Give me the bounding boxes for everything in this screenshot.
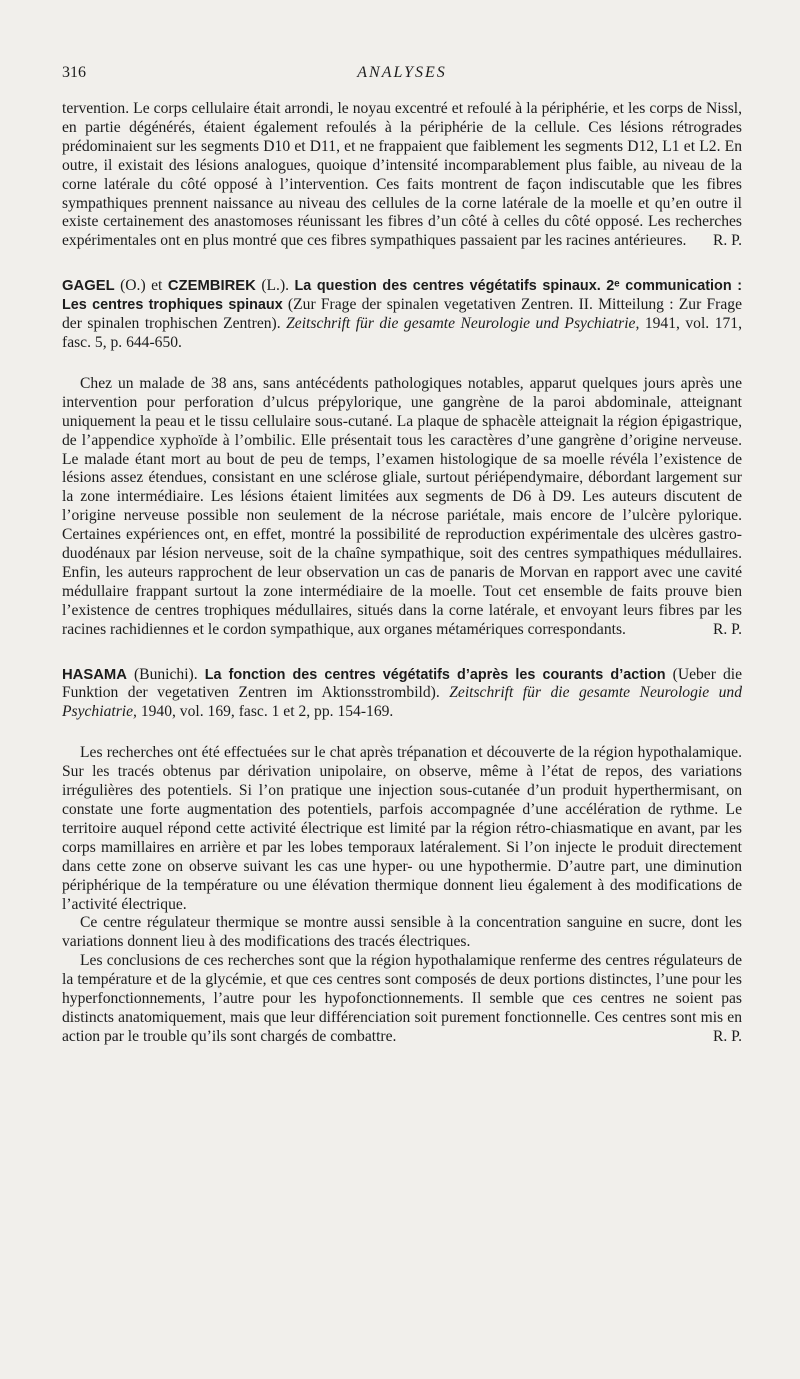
abstract-text: Chez un malade de 38 ans, sans antécédents pathologiques notables, apparut quelques jours après une intervention pour perforation d’ulcus prépylorique, une gangrène de la paroi abdominale, atteignant uniquement la peau et le tissu cellulaire sous-cutané. La plaque de sphacèle atteignait la région épigastrique, de l’appendice xyphoïde à l’ombilic. Elle présentait tous les caractères d’une gangrène d’origine nerveuse. Le malade étant mort au bout de peu de temps, l’examen histologique de sa moelle révéla l’existence de lésions assez étendues, consistant en une sclérose gliale, surtout périépendymaire, débordant largement sur la zone intermédiaire. Les lésions étaient limitées aux segments de D6 à D9. Les auteurs discutent de l’origine nerveuse possible non seulement de la nécrose pariétale, mais encore de l’ulcère pylorique. Certaines expériences ont, en effet, montré la possibilité de reproduction expérimentale des ulcères gastro-duodénaux par lésion nerveuse, soit de la chaîne sympathique, soit des centres sympathiques médullaires. Enfin, les auteurs rapprochent de leur observation un cas de panaris de Morvan en rapport avec une cavité médullaire frappant surtout la zone intermédiaire de la moelle. Tout cet ensemble de faits prouve bien l’existence de centres trophiques médullaires, situés dans la corne latérale, et envoyant leurs fibres par les racines rachidiennes et le cordon sympathique, aux organes métamériques correspondants. xyxy=(62,374,742,638)
page-body xyxy=(62,100,742,1047)
article-title: La fonction des centres végétatifs d’après les courants d’action xyxy=(204,666,666,683)
reference xyxy=(62,666,742,723)
author-initials: (O.) et xyxy=(114,277,168,295)
continuation-text: tervention. Le corps cellulaire était arrondi, le noyau excentré et refoulé à la périphérie, et les corps de Nissl, en partie dégénérés, étaient également refoulés à la périphérie de la cellule. Ces lésions rétrogrades prédominaient sur les segments D10 et D11, et ne frappaient que faiblement les segments D12, L1 et L2. En outre, il existait des lésions analogues, quoique d’intensité incomparablement plus faible, au niveau de la corne latérale du côté opposé à l’intervention. Ces faits montrent de façon indiscutable que les fibres sympathiques prennent naissance au niveau des cellules de la corne latérale de la moelle et qu’en outre il existe certainement des anastomoses réunissant les fibres d’un côté à celles du côté opposé. Les recherches expérimentales ont en plus montré que ces fibres sympathiques passaient par les racines antérieures. xyxy=(62,100,742,250)
review-gagel-czembirek xyxy=(62,277,742,639)
running-title: ANALYSES xyxy=(357,64,447,81)
abstract-text: Les conclusions de ces recherches sont que la région hypothalamique renferme des centres régulateurs de la température et de la glycémie, et que ces centres sont composés de deux portions distinctes, l’une pour les hyperfonctionnements, l’autre pour les hypofonctionnements. Il semble que ces centres ne soient pas distincts anatomiquement, mais que leur différenciation soit purement fonctionnelle. Ces centres sont mis en action par le trouble qu’ils sont chargés de combattre. xyxy=(62,952,742,1045)
abstract-paragraph: Les recherches ont été effectuées sur le chat après trépanation et découverte de la région hypothalamique. Sur les tracés obtenus par dérivation unipolaire, on observe, même à l’état de repos, des variations irrégulières des potentiels. Si l’on pratique une injection sous-cutanée d’un produit hyperthermisant, on constate une forte augmentation des potentiels, parfois accompagnée d’une accélération de rythme. Le territoire auquel répond cette activité électrique est limité par la région rétro-chiasmatique en avant, par les corps mamillaires en arrière et par les lobes temporaux latéralement. Si l’on injecte le produit directement dans cette zone on observe suivant les cas une hyper- ou une hypothermie. D’autre part, une diminution périphérique de la température ou une élévation thermique donnent lieu également à des modifications de l’activité électrique. xyxy=(62,744,742,913)
signature: R. P. xyxy=(712,620,742,638)
journal-name: Zeitschrift für die gesamte Neurologie und Psychiatrie, xyxy=(286,315,640,333)
continuation-paragraph xyxy=(62,100,742,251)
publication-details: 1941, vol. 171, fasc. 5, p. 644-650. xyxy=(62,315,742,351)
coauthor-name: CZEMBIREK xyxy=(167,278,256,295)
review-hasama xyxy=(62,666,742,1047)
signature: R. P. xyxy=(712,1027,742,1045)
author-name: GAGEL xyxy=(62,278,115,295)
original-title: (Ueber die Funktion der vegetativen Zentren im Aktionsstrombild). xyxy=(62,665,742,702)
signature: R. P. xyxy=(712,232,742,250)
article-title: La question des centres végétatifs spinaux. 2ᵉ communication : Les centres trophiques spinaux xyxy=(62,278,742,314)
author-name: HASAMA xyxy=(62,666,127,683)
abstract-paragraph: Ce centre régulateur thermique se montre aussi sensible à la concentration sanguine en sucre, dont les variations donnent lieu à des modifications des tracés électriques. xyxy=(62,914,742,951)
reference xyxy=(62,277,742,353)
publication-details: 1940, vol. 169, fasc. 1 et 2, pp. 154-169. xyxy=(136,703,394,721)
original-title: (Zur Frage der spinalen vegetativen Zentren. II. Mitteilung : Zur Frage der spinalen trophischen Zentren). xyxy=(62,296,742,333)
abstract-paragraph xyxy=(62,375,742,640)
coauthor-initials: (L.). xyxy=(255,277,295,295)
page-header xyxy=(62,64,742,88)
journal-name: Zeitschrift für die gesamte Neurologie und Psychiatrie, xyxy=(62,684,742,721)
page-number: 316 xyxy=(62,64,86,81)
author-initials: (Bunichi). xyxy=(126,665,205,683)
abstract-paragraph xyxy=(62,952,742,1047)
